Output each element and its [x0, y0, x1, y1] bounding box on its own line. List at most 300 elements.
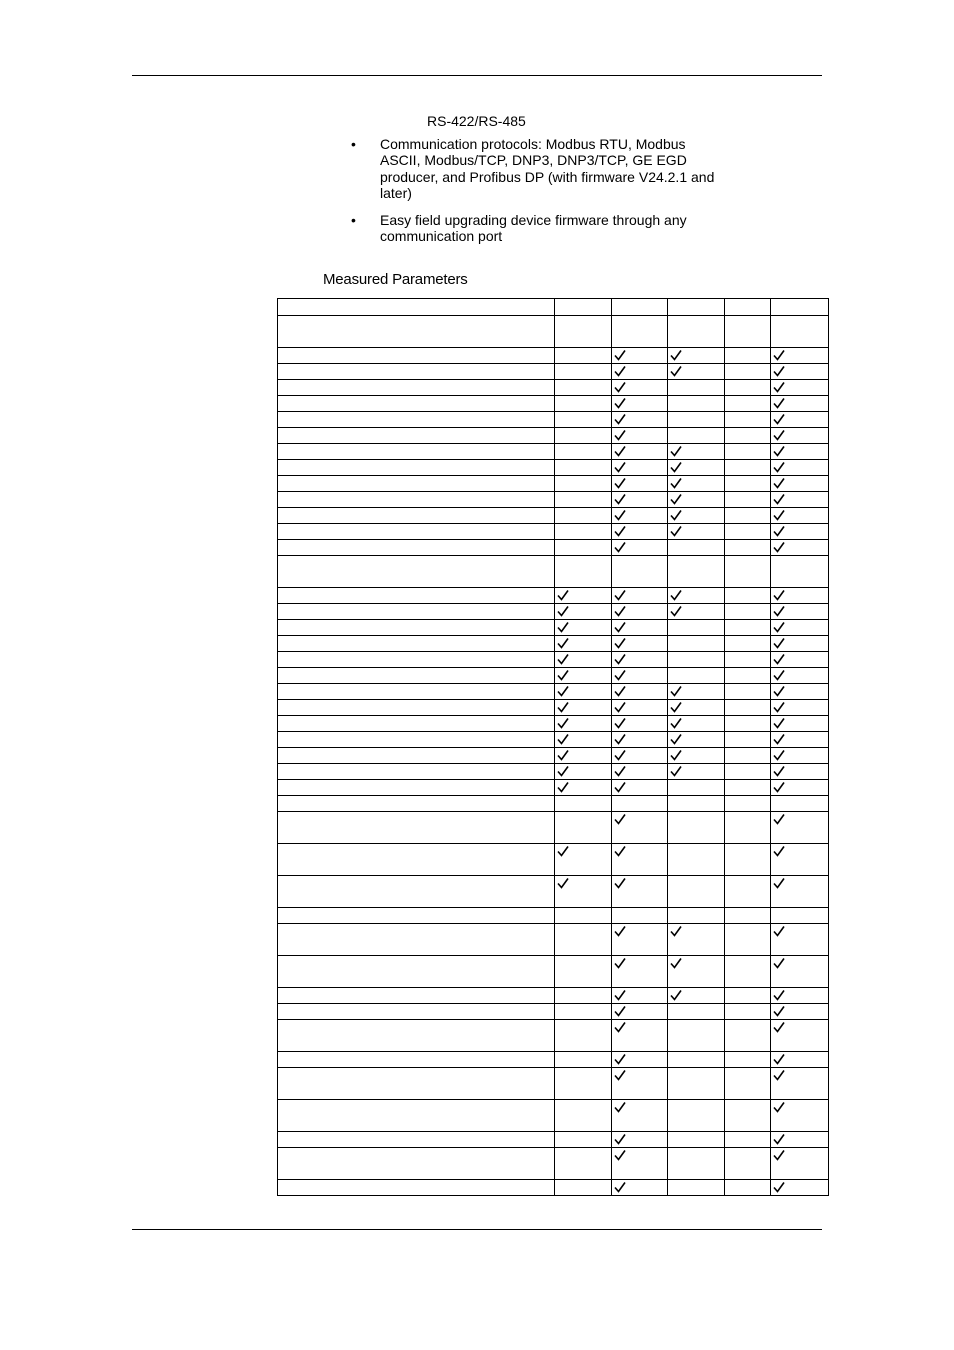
- support-cell: [725, 476, 771, 492]
- support-cell: [668, 1004, 725, 1020]
- support-cell: [555, 668, 612, 684]
- parameter-cell: [278, 908, 555, 924]
- check-mark-icon: [614, 685, 626, 697]
- parameter-cell: [278, 988, 555, 1004]
- check-mark-icon: [614, 1181, 626, 1193]
- parameter-cell: [278, 700, 555, 716]
- support-cell: [771, 732, 829, 748]
- check-mark-icon: [614, 445, 626, 457]
- support-cell: [668, 428, 725, 444]
- check-mark-icon: [670, 925, 682, 937]
- support-cell: [725, 748, 771, 764]
- support-cell: [771, 1148, 829, 1180]
- support-cell: [612, 796, 668, 812]
- support-cell: [771, 299, 829, 316]
- support-cell: [555, 348, 612, 364]
- check-mark-icon: [614, 397, 626, 409]
- parameter-cell: [278, 460, 555, 476]
- support-cell: [612, 604, 668, 620]
- check-mark-icon: [614, 989, 626, 1001]
- check-mark-icon: [614, 925, 626, 937]
- support-cell: [668, 812, 725, 844]
- check-mark-icon: [773, 413, 785, 425]
- support-cell: [668, 1020, 725, 1052]
- support-cell: [725, 652, 771, 668]
- check-mark-icon: [773, 429, 785, 441]
- support-cell: [771, 636, 829, 652]
- parameter-cell: [278, 876, 555, 908]
- parameter-cell: [278, 540, 555, 556]
- parameter-cell: [278, 748, 555, 764]
- check-mark-icon: [614, 413, 626, 425]
- check-mark-icon: [773, 749, 785, 761]
- parameter-cell: [278, 956, 555, 988]
- support-cell: [725, 428, 771, 444]
- support-cell: [555, 636, 612, 652]
- support-cell: [668, 316, 725, 348]
- parameter-cell: [278, 524, 555, 540]
- check-mark-icon: [773, 1053, 785, 1065]
- parameter-cell: [278, 636, 555, 652]
- support-cell: [612, 396, 668, 412]
- check-mark-icon: [773, 781, 785, 793]
- table-row: [278, 588, 829, 604]
- parameter-cell: [278, 299, 555, 316]
- bullet-glyph: •: [351, 212, 356, 228]
- support-cell: [612, 299, 668, 316]
- parameter-cell: [278, 1004, 555, 1020]
- support-cell: [725, 316, 771, 348]
- support-cell: [725, 1052, 771, 1068]
- check-mark-icon: [614, 605, 626, 617]
- support-cell: [668, 524, 725, 540]
- check-mark-icon: [614, 1101, 626, 1113]
- support-cell: [771, 844, 829, 876]
- check-mark-icon: [614, 1053, 626, 1065]
- parameter-cell: [278, 412, 555, 428]
- check-mark-icon: [557, 781, 569, 793]
- support-cell: [725, 908, 771, 924]
- check-mark-icon: [614, 381, 626, 393]
- table-row: [278, 508, 829, 524]
- check-mark-icon: [773, 813, 785, 825]
- support-cell: [612, 348, 668, 364]
- parameter-cell: [278, 732, 555, 748]
- support-cell: [771, 460, 829, 476]
- support-cell: [555, 1180, 612, 1196]
- table-row: [278, 1052, 829, 1068]
- section-title: Measured Parameters: [323, 271, 468, 288]
- support-cell: [612, 476, 668, 492]
- parameter-cell: [278, 668, 555, 684]
- support-cell: [771, 1132, 829, 1148]
- check-mark-icon: [614, 701, 626, 713]
- check-mark-icon: [670, 525, 682, 537]
- parameter-cell: [278, 1068, 555, 1100]
- support-cell: [725, 1180, 771, 1196]
- check-mark-icon: [670, 349, 682, 361]
- check-mark-icon: [670, 957, 682, 969]
- check-mark-icon: [773, 621, 785, 633]
- support-cell: [668, 988, 725, 1004]
- support-cell: [555, 428, 612, 444]
- support-cell: [771, 908, 829, 924]
- table-row: [278, 380, 829, 396]
- support-cell: [771, 412, 829, 428]
- support-cell: [771, 764, 829, 780]
- support-cell: [555, 316, 612, 348]
- support-cell: [612, 1100, 668, 1132]
- support-cell: [555, 412, 612, 428]
- table-row: [278, 428, 829, 444]
- table-row: [278, 668, 829, 684]
- support-cell: [612, 588, 668, 604]
- support-cell: [668, 476, 725, 492]
- support-cell: [771, 876, 829, 908]
- support-cell: [771, 1100, 829, 1132]
- support-cell: [668, 684, 725, 700]
- table-row: [278, 1180, 829, 1196]
- support-cell: [725, 1020, 771, 1052]
- support-cell: [612, 556, 668, 588]
- support-cell: [555, 364, 612, 380]
- check-mark-icon: [614, 749, 626, 761]
- support-cell: [725, 988, 771, 1004]
- support-cell: [725, 812, 771, 844]
- support-cell: [771, 428, 829, 444]
- check-mark-icon: [557, 701, 569, 713]
- support-cell: [668, 1068, 725, 1100]
- support-cell: [555, 812, 612, 844]
- check-mark-icon: [614, 957, 626, 969]
- table-row: [278, 700, 829, 716]
- parameter-cell: [278, 1052, 555, 1068]
- support-cell: [555, 396, 612, 412]
- table-row: [278, 476, 829, 492]
- check-mark-icon: [557, 669, 569, 681]
- parameter-cell: [278, 364, 555, 380]
- support-cell: [555, 732, 612, 748]
- check-mark-icon: [773, 605, 785, 617]
- support-cell: [555, 764, 612, 780]
- check-mark-icon: [773, 397, 785, 409]
- support-cell: [555, 540, 612, 556]
- support-cell: [725, 1148, 771, 1180]
- support-cell: [725, 299, 771, 316]
- parameter-cell: [278, 924, 555, 956]
- check-mark-icon: [557, 845, 569, 857]
- check-mark-icon: [614, 349, 626, 361]
- support-cell: [771, 716, 829, 732]
- support-cell: [612, 444, 668, 460]
- support-cell: [725, 524, 771, 540]
- support-cell: [555, 1132, 612, 1148]
- support-cell: [612, 540, 668, 556]
- check-mark-icon: [773, 381, 785, 393]
- check-mark-icon: [614, 733, 626, 745]
- support-cell: [771, 620, 829, 636]
- check-mark-icon: [614, 365, 626, 377]
- support-cell: [725, 444, 771, 460]
- table-row: [278, 1100, 829, 1132]
- check-mark-icon: [614, 1005, 626, 1017]
- check-mark-icon: [773, 525, 785, 537]
- check-mark-icon: [614, 493, 626, 505]
- check-mark-icon: [670, 461, 682, 473]
- support-cell: [771, 652, 829, 668]
- support-cell: [612, 636, 668, 652]
- support-cell: [771, 540, 829, 556]
- parameter-cell: [278, 796, 555, 812]
- support-cell: [668, 460, 725, 476]
- support-cell: [668, 780, 725, 796]
- parameter-cell: [278, 428, 555, 444]
- support-cell: [725, 588, 771, 604]
- support-cell: [668, 508, 725, 524]
- support-cell: [771, 988, 829, 1004]
- check-mark-icon: [670, 509, 682, 521]
- support-cell: [725, 492, 771, 508]
- check-mark-icon: [557, 749, 569, 761]
- table-row: [278, 1148, 829, 1180]
- table-row: [278, 556, 829, 588]
- check-mark-icon: [670, 733, 682, 745]
- check-mark-icon: [670, 445, 682, 457]
- check-mark-icon: [773, 1021, 785, 1033]
- check-mark-icon: [670, 365, 682, 377]
- parameter-cell: [278, 492, 555, 508]
- parameter-cell: [278, 316, 555, 348]
- support-cell: [725, 1004, 771, 1020]
- support-cell: [725, 412, 771, 428]
- table-row: [278, 796, 829, 812]
- support-cell: [725, 1132, 771, 1148]
- table-row: [278, 540, 829, 556]
- support-cell: [725, 732, 771, 748]
- support-cell: [668, 364, 725, 380]
- table-row: [278, 764, 829, 780]
- support-cell: [725, 924, 771, 956]
- support-cell: [555, 620, 612, 636]
- support-cell: [555, 380, 612, 396]
- support-cell: [555, 844, 612, 876]
- support-cell: [771, 1068, 829, 1100]
- support-cell: [725, 620, 771, 636]
- support-cell: [771, 524, 829, 540]
- support-cell: [725, 636, 771, 652]
- check-mark-icon: [773, 445, 785, 457]
- support-cell: [725, 764, 771, 780]
- support-cell: [612, 428, 668, 444]
- check-mark-icon: [773, 349, 785, 361]
- support-cell: [555, 796, 612, 812]
- table-row: [278, 652, 829, 668]
- check-mark-icon: [670, 477, 682, 489]
- support-cell: [668, 588, 725, 604]
- check-mark-icon: [773, 1005, 785, 1017]
- table-row: [278, 956, 829, 988]
- table-row: [278, 1004, 829, 1020]
- support-cell: [668, 732, 725, 748]
- parameter-cell: [278, 764, 555, 780]
- support-cell: [612, 668, 668, 684]
- parameter-cell: [278, 684, 555, 700]
- support-cell: [771, 1004, 829, 1020]
- support-cell: [725, 1100, 771, 1132]
- support-cell: [668, 492, 725, 508]
- check-mark-icon: [773, 589, 785, 601]
- check-mark-icon: [670, 589, 682, 601]
- support-cell: [555, 988, 612, 1004]
- support-cell: [725, 780, 771, 796]
- table-row: [278, 924, 829, 956]
- table-row: [278, 460, 829, 476]
- check-mark-icon: [773, 477, 785, 489]
- check-mark-icon: [773, 717, 785, 729]
- support-cell: [725, 604, 771, 620]
- check-mark-icon: [670, 989, 682, 1001]
- support-cell: [668, 620, 725, 636]
- table-row: [278, 492, 829, 508]
- parameter-cell: [278, 604, 555, 620]
- support-cell: [725, 684, 771, 700]
- parameter-cell: [278, 1148, 555, 1180]
- support-cell: [555, 508, 612, 524]
- table-row: [278, 299, 829, 316]
- table-row: [278, 988, 829, 1004]
- support-cell: [725, 1068, 771, 1100]
- support-cell: [668, 540, 725, 556]
- check-mark-icon: [614, 525, 626, 537]
- support-cell: [668, 396, 725, 412]
- support-cell: [612, 1180, 668, 1196]
- support-cell: [555, 492, 612, 508]
- support-cell: [771, 556, 829, 588]
- support-cell: [612, 780, 668, 796]
- support-cell: [612, 748, 668, 764]
- support-cell: [612, 1132, 668, 1148]
- support-cell: [555, 460, 612, 476]
- check-mark-icon: [773, 1069, 785, 1081]
- check-mark-icon: [614, 541, 626, 553]
- table-row: [278, 684, 829, 700]
- support-cell: [668, 748, 725, 764]
- check-mark-icon: [614, 509, 626, 521]
- footer-rule: [132, 1229, 822, 1230]
- table-row: [278, 1020, 829, 1052]
- support-cell: [555, 1100, 612, 1132]
- support-cell: [555, 1052, 612, 1068]
- table-row: [278, 316, 829, 348]
- table-row: [278, 908, 829, 924]
- check-mark-icon: [614, 781, 626, 793]
- table-row: [278, 620, 829, 636]
- parameter-cell: [278, 476, 555, 492]
- check-mark-icon: [773, 989, 785, 1001]
- support-cell: [555, 1148, 612, 1180]
- support-cell: [555, 476, 612, 492]
- check-mark-icon: [614, 845, 626, 857]
- parameter-cell: [278, 348, 555, 364]
- check-mark-icon: [557, 589, 569, 601]
- support-cell: [612, 620, 668, 636]
- parameter-cell: [278, 556, 555, 588]
- support-cell: [725, 796, 771, 812]
- table-row: [278, 1068, 829, 1100]
- support-cell: [668, 412, 725, 428]
- check-mark-icon: [614, 1133, 626, 1145]
- support-cell: [668, 1100, 725, 1132]
- bullet-item-firmware: Easy field upgrading device firmware through any communication port: [380, 212, 687, 245]
- support-cell: [668, 876, 725, 908]
- check-mark-icon: [773, 1101, 785, 1113]
- support-cell: [668, 796, 725, 812]
- support-cell: [725, 844, 771, 876]
- support-cell: [771, 588, 829, 604]
- check-mark-icon: [557, 637, 569, 649]
- table-row: [278, 604, 829, 620]
- support-cell: [668, 764, 725, 780]
- support-cell: [725, 380, 771, 396]
- support-cell: [612, 460, 668, 476]
- support-cell: [771, 396, 829, 412]
- support-cell: [668, 556, 725, 588]
- table-row: [278, 524, 829, 540]
- check-mark-icon: [614, 1069, 626, 1081]
- table-row: [278, 1132, 829, 1148]
- check-mark-icon: [670, 493, 682, 505]
- check-mark-icon: [670, 701, 682, 713]
- support-cell: [612, 844, 668, 876]
- check-mark-icon: [773, 461, 785, 473]
- support-cell: [612, 316, 668, 348]
- support-cell: [555, 700, 612, 716]
- support-cell: [668, 380, 725, 396]
- parameter-cell: [278, 508, 555, 524]
- parameter-cell: [278, 1100, 555, 1132]
- support-cell: [771, 508, 829, 524]
- support-cell: [555, 1068, 612, 1100]
- support-cell: [555, 556, 612, 588]
- support-cell: [771, 316, 829, 348]
- support-cell: [612, 1020, 668, 1052]
- support-cell: [668, 668, 725, 684]
- support-cell: [725, 876, 771, 908]
- check-mark-icon: [670, 749, 682, 761]
- support-cell: [771, 1180, 829, 1196]
- parameter-cell: [278, 620, 555, 636]
- check-mark-icon: [773, 509, 785, 521]
- check-mark-icon: [670, 685, 682, 697]
- support-cell: [612, 988, 668, 1004]
- support-cell: [612, 508, 668, 524]
- support-cell: [725, 668, 771, 684]
- support-cell: [668, 1132, 725, 1148]
- support-cell: [555, 299, 612, 316]
- support-cell: [771, 476, 829, 492]
- support-cell: [771, 1052, 829, 1068]
- support-cell: [612, 812, 668, 844]
- check-mark-icon: [670, 605, 682, 617]
- support-cell: [771, 684, 829, 700]
- support-cell: [555, 908, 612, 924]
- support-cell: [555, 444, 612, 460]
- support-cell: [725, 716, 771, 732]
- measured-parameters-table: [277, 298, 829, 1196]
- parameter-cell: [278, 812, 555, 844]
- support-cell: [555, 780, 612, 796]
- support-cell: [612, 380, 668, 396]
